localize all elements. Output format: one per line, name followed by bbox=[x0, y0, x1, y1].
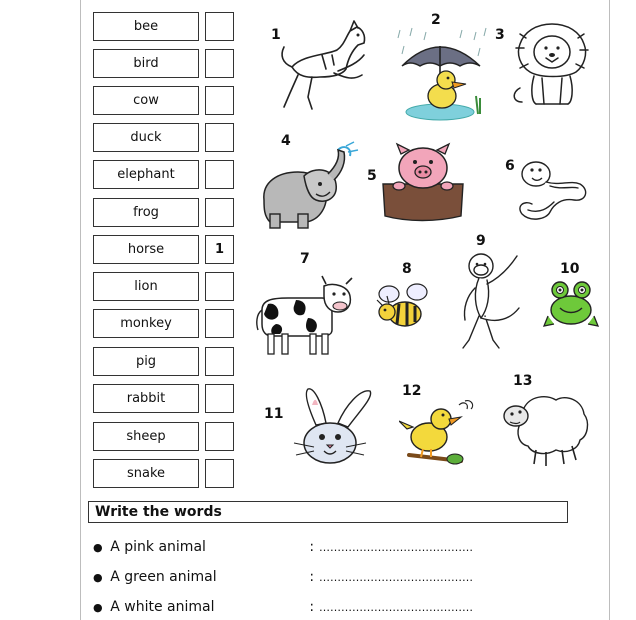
answer-box[interactable] bbox=[205, 384, 234, 413]
word-box: duck bbox=[93, 123, 199, 152]
word-box: frog bbox=[93, 198, 199, 227]
word-box: elephant bbox=[93, 160, 199, 189]
word-row-sheep bbox=[93, 422, 235, 451]
sheep-illustration bbox=[500, 388, 592, 468]
word-row-bee bbox=[93, 12, 235, 41]
cow-illustration bbox=[252, 274, 358, 360]
question-row bbox=[93, 567, 473, 587]
answer-box[interactable] bbox=[205, 347, 234, 376]
rabbit-illustration bbox=[286, 385, 380, 467]
bullet: ● bbox=[93, 540, 103, 554]
monkey-illustration bbox=[459, 248, 523, 354]
picture-number: 4 bbox=[281, 133, 291, 149]
word-box: snake bbox=[93, 459, 199, 488]
answer-line[interactable]: …………………………………… bbox=[319, 540, 473, 554]
page-margin-line-right bbox=[609, 0, 610, 620]
picture-number: 3 bbox=[495, 27, 505, 43]
answer-box[interactable] bbox=[205, 272, 234, 301]
page-margin-line-left bbox=[80, 0, 81, 620]
word-box: rabbit bbox=[93, 384, 199, 413]
picture-number: 6 bbox=[505, 158, 515, 174]
bullet: ● bbox=[93, 600, 103, 614]
word-box: sheep bbox=[93, 422, 199, 451]
question-row bbox=[93, 537, 473, 557]
picture-number: 9 bbox=[476, 233, 486, 249]
word-box: bee bbox=[93, 12, 199, 41]
answer-box[interactable]: 1 bbox=[205, 235, 234, 264]
word-row-cow bbox=[93, 86, 235, 115]
bee-illustration bbox=[373, 282, 433, 334]
elephant-illustration bbox=[254, 140, 364, 236]
picture-number: 2 bbox=[431, 12, 441, 28]
answer-box[interactable] bbox=[205, 12, 234, 41]
word-row-rabbit bbox=[93, 384, 235, 413]
answer-box[interactable] bbox=[205, 160, 234, 189]
answer-box[interactable] bbox=[205, 198, 234, 227]
word-box: horse bbox=[93, 235, 199, 264]
snake-illustration bbox=[510, 156, 594, 228]
question-row bbox=[93, 597, 473, 617]
colon: : bbox=[309, 599, 315, 615]
answer-box[interactable] bbox=[205, 422, 234, 451]
picture-number: 11 bbox=[264, 406, 284, 422]
word-row-snake bbox=[93, 459, 235, 488]
colon: : bbox=[309, 569, 315, 585]
answer-box[interactable] bbox=[205, 309, 234, 338]
picture-number: 7 bbox=[300, 251, 310, 267]
word-row-horse bbox=[93, 235, 235, 264]
word-row-duck bbox=[93, 123, 235, 152]
colon: : bbox=[309, 539, 315, 555]
write-words-title: Write the words bbox=[88, 501, 568, 523]
pig-illustration bbox=[377, 140, 469, 224]
answer-line[interactable]: …………………………………… bbox=[319, 570, 473, 584]
word-row-monkey bbox=[93, 309, 235, 338]
word-box: bird bbox=[93, 49, 199, 78]
word-row-lion bbox=[93, 272, 235, 301]
picture-number: 8 bbox=[402, 261, 412, 277]
answer-line[interactable]: …………………………………… bbox=[319, 600, 473, 614]
word-box: cow bbox=[93, 86, 199, 115]
question-text: A pink animal bbox=[110, 539, 206, 555]
bird-illustration bbox=[399, 399, 479, 473]
question-text: A green animal bbox=[110, 569, 217, 585]
picture-number: 13 bbox=[513, 373, 533, 389]
picture-number: 10 bbox=[560, 261, 580, 277]
word-box: pig bbox=[93, 347, 199, 376]
answer-box[interactable] bbox=[205, 123, 234, 152]
answer-box[interactable] bbox=[205, 459, 234, 488]
answer-box[interactable] bbox=[205, 49, 234, 78]
picture-number: 1 bbox=[271, 27, 281, 43]
picture-number: 12 bbox=[402, 383, 422, 399]
question-text: A white animal bbox=[110, 599, 215, 615]
word-row-elephant bbox=[93, 160, 235, 189]
frog-illustration bbox=[542, 278, 600, 330]
word-box: monkey bbox=[93, 309, 199, 338]
lion-illustration bbox=[506, 18, 598, 110]
word-row-frog bbox=[93, 198, 235, 227]
word-row-bird bbox=[93, 49, 235, 78]
bullet: ● bbox=[93, 570, 103, 584]
word-box: lion bbox=[93, 272, 199, 301]
duck-illustration bbox=[392, 26, 492, 122]
word-row-pig bbox=[93, 347, 235, 376]
picture-number: 5 bbox=[367, 168, 377, 184]
answer-box[interactable] bbox=[205, 86, 234, 115]
horse-illustration bbox=[272, 15, 372, 111]
